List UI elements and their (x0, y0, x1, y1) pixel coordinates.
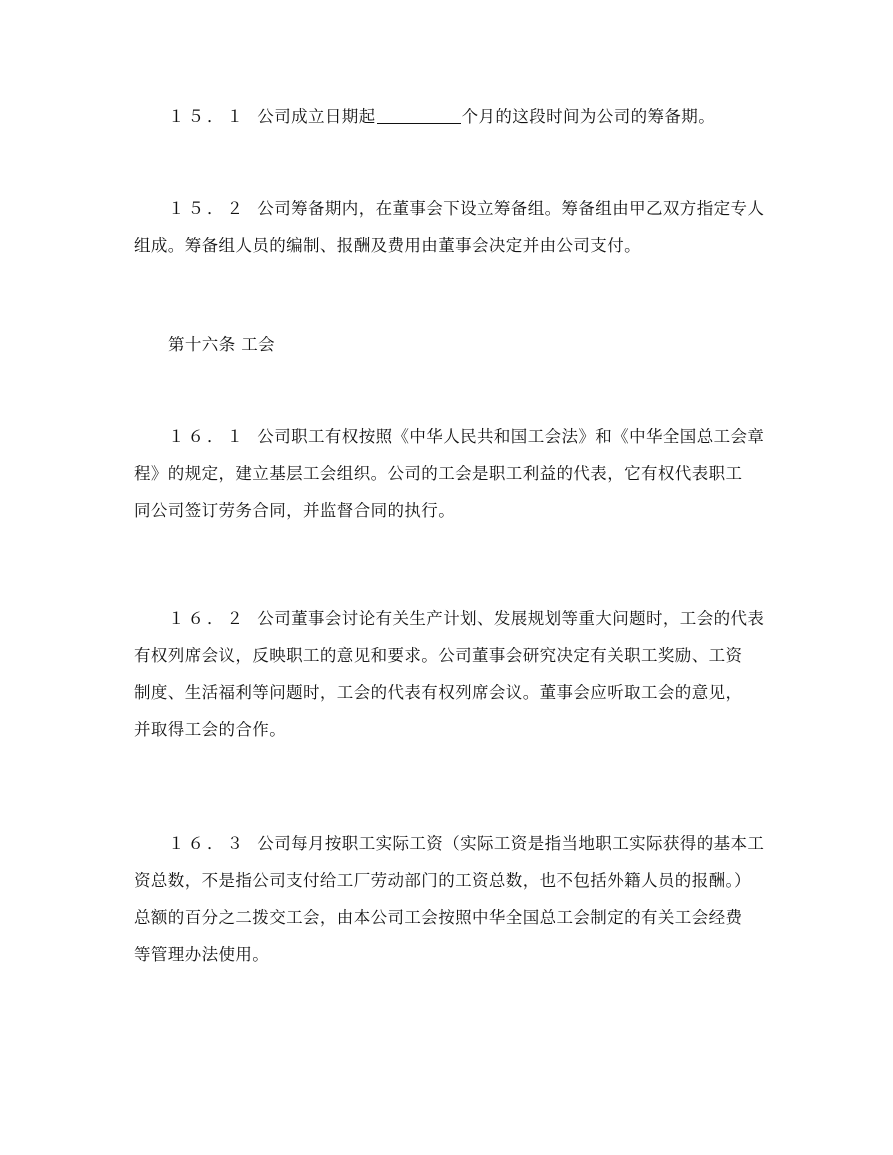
clause-text: 程》的规定，建立基层工会组织。公司的工会是职工利益的代表，它有权代表职工 (134, 464, 743, 483)
clause-16-1 (134, 418, 774, 529)
clause-number: １６．３ (168, 834, 246, 853)
blank-field (377, 107, 461, 124)
clause-text: 公司职工有权按照《中华人民共和国工会法》和《中华全国总工会章 (257, 427, 765, 446)
clause-text: 资总数，不是指公司支付给工厂劳动部门的工资总数，也不包括外籍人员的报酬。） (134, 871, 752, 890)
article-heading: 第十六条 工会 (168, 335, 276, 354)
clause-text: 组成。筹备组人员的编制、报酬及费用由董事会决定并由公司支付。 (134, 236, 641, 255)
clause-text: 个月的这段时间为公司的筹备期。 (461, 107, 716, 126)
clause-text: 公司董事会讨论有关生产计划、发展规划等重大问题时，工会的代表 (257, 609, 765, 628)
clause-text: 公司筹备期内，在董事会下设立筹备组。筹备组由甲乙双方指定专人 (257, 199, 765, 218)
clause-text: 有权列席会议，反映职工的意见和要求。公司董事会研究决定有关职工奖励、工资 (134, 646, 743, 665)
clause-16-3 (134, 825, 774, 973)
clause-number: １６．１ (168, 427, 246, 446)
clause-15-1 (134, 98, 774, 135)
clause-text: 公司每月按职工实际工资（实际工资是指当地职工实际获得的基本工 (257, 834, 765, 853)
clause-text: 同公司签订劳务合同，并监督合同的执行。 (134, 501, 456, 520)
clause-number: １５．１ (168, 107, 246, 126)
clause-text: 制度、生活福利等问题时，工会的代表有权列席会议。董事会应听取工会的意见， (134, 683, 743, 702)
clause-number: １６．２ (168, 609, 246, 628)
clause-16-2 (134, 600, 774, 748)
clause-text: 并取得工会的合作。 (134, 720, 287, 739)
clause-text: 等管理办法使用。 (134, 945, 270, 964)
clause-text: 公司成立日期起 (257, 107, 376, 126)
clause-text: 总额的百分之二拨交工会，由本公司工会按照中华全国总工会制定的有关工会经费 (134, 908, 743, 927)
clause-number: １５．２ (168, 199, 246, 218)
clause-15-2 (134, 190, 774, 264)
